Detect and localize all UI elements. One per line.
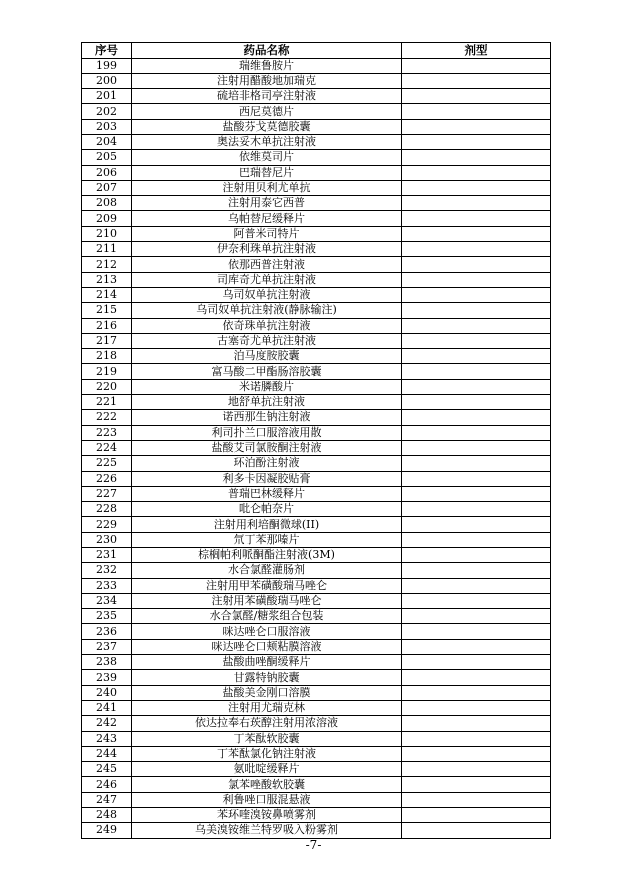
row-number-cell: 201	[82, 89, 132, 104]
dosage-form-cell	[402, 670, 551, 685]
row-number-cell: 202	[82, 104, 132, 119]
dosage-form-cell	[402, 655, 551, 670]
drug-name-cell: 硫培非格司亭注射液	[132, 89, 402, 104]
drug-name-cell: 米诺膦酸片	[132, 379, 402, 394]
drug-name-cell: 利鲁唑口服混悬液	[132, 792, 402, 807]
dosage-form-cell	[402, 792, 551, 807]
dosage-form-cell	[402, 471, 551, 486]
drug-name-cell: 丁苯酞氯化钠注射液	[132, 746, 402, 761]
drug-name-cell: 盐酸美金刚口溶膜	[132, 685, 402, 700]
table-row	[82, 272, 551, 287]
table-body	[82, 58, 551, 838]
dosage-form-cell	[402, 89, 551, 104]
table-row	[82, 349, 551, 364]
table-row	[82, 287, 551, 302]
drug-name-cell: 咪达唑仑口服溶液	[132, 624, 402, 639]
table-row	[82, 180, 551, 195]
dosage-form-cell	[402, 716, 551, 731]
dosage-form-cell	[402, 762, 551, 777]
dosage-form-cell	[402, 303, 551, 318]
dosage-form-cell	[402, 134, 551, 149]
drug-name-cell: 盐酸曲唑酮缓释片	[132, 655, 402, 670]
header-number: 序号	[82, 43, 132, 59]
table-row	[82, 563, 551, 578]
table-row	[82, 196, 551, 211]
drug-name-cell: 普瑞巴林缓释片	[132, 486, 402, 501]
drug-name-cell: 西尼莫德片	[132, 104, 402, 119]
table-row	[82, 425, 551, 440]
dosage-form-cell	[402, 532, 551, 547]
dosage-form-cell	[402, 104, 551, 119]
row-number-cell: 221	[82, 395, 132, 410]
row-number-cell: 217	[82, 333, 132, 348]
dosage-form-cell	[402, 395, 551, 410]
table-row	[82, 716, 551, 731]
table-row	[82, 486, 551, 501]
table-row	[82, 150, 551, 165]
drug-name-cell: 注射用苯磺酸瑞马唑仑	[132, 593, 402, 608]
header-dosage-form: 剂型	[402, 43, 551, 59]
drug-name-cell: 水合氯醛/糖浆组合包装	[132, 609, 402, 624]
drug-name-cell: 依达拉奉右莰醇注射用浓溶液	[132, 716, 402, 731]
dosage-form-cell	[402, 517, 551, 532]
dosage-form-cell	[402, 287, 551, 302]
dosage-form-cell	[402, 456, 551, 471]
table-row	[82, 456, 551, 471]
row-number-cell: 246	[82, 777, 132, 792]
dosage-form-cell	[402, 486, 551, 501]
table-row	[82, 685, 551, 700]
row-number-cell: 210	[82, 226, 132, 241]
drug-name-cell: 巴瑞替尼片	[132, 165, 402, 180]
dosage-form-cell	[402, 379, 551, 394]
drug-name-cell: 注射用甲苯磺酸瑞马唑仑	[132, 578, 402, 593]
table-row	[82, 670, 551, 685]
row-number-cell: 230	[82, 532, 132, 547]
table-row	[82, 58, 551, 73]
drug-name-cell: 丁苯酞软胶囊	[132, 731, 402, 746]
drug-name-cell: 氯苯唑酸软胶囊	[132, 777, 402, 792]
table-row	[82, 119, 551, 134]
table-row	[82, 593, 551, 608]
table-row	[82, 700, 551, 715]
drug-name-cell: 水合氯醛灌肠剂	[132, 563, 402, 578]
row-number-cell: 237	[82, 639, 132, 654]
table-row	[82, 808, 551, 823]
table-row	[82, 624, 551, 639]
drug-name-cell: 乌美溴铵维兰特罗吸入粉雾剂	[132, 823, 402, 838]
drug-name-cell: 咪达唑仑口颊粘膜溶液	[132, 639, 402, 654]
table-row	[82, 548, 551, 563]
table-row	[82, 318, 551, 333]
table-row	[82, 211, 551, 226]
drug-name-cell: 环泊酚注射液	[132, 456, 402, 471]
drug-name-cell: 棕榈帕利哌酮酯注射液(3M)	[132, 548, 402, 563]
row-number-cell: 244	[82, 746, 132, 761]
drug-name-cell: 瑞维鲁胺片	[132, 58, 402, 73]
table-row	[82, 762, 551, 777]
row-number-cell: 231	[82, 548, 132, 563]
row-number-cell: 215	[82, 303, 132, 318]
dosage-form-cell	[402, 624, 551, 639]
drug-name-cell: 氨吡啶缓释片	[132, 762, 402, 777]
table-row	[82, 395, 551, 410]
table-row	[82, 410, 551, 425]
dosage-form-cell	[402, 685, 551, 700]
row-number-cell: 233	[82, 578, 132, 593]
row-number-cell: 204	[82, 134, 132, 149]
table-row	[82, 333, 551, 348]
drug-name-cell: 诺西那生钠注射液	[132, 410, 402, 425]
drug-name-cell: 乌帕替尼缓释片	[132, 211, 402, 226]
drug-name-cell: 古塞奇尤单抗注射液	[132, 333, 402, 348]
drug-name-cell: 乌司奴单抗注射液	[132, 287, 402, 302]
table-row	[82, 303, 551, 318]
row-number-cell: 224	[82, 440, 132, 455]
table-row	[82, 89, 551, 104]
dosage-form-cell	[402, 639, 551, 654]
drug-name-cell: 依那西普注射液	[132, 257, 402, 272]
dosage-form-cell	[402, 578, 551, 593]
drug-name-cell: 注射用尤瑞克林	[132, 700, 402, 715]
dosage-form-cell	[402, 349, 551, 364]
drug-name-cell: 盐酸芬戈莫德胶囊	[132, 119, 402, 134]
dosage-form-cell	[402, 58, 551, 73]
drug-name-cell: 泊马度胺胶囊	[132, 349, 402, 364]
dosage-form-cell	[402, 119, 551, 134]
row-number-cell: 199	[82, 58, 132, 73]
row-number-cell: 223	[82, 425, 132, 440]
table-row	[82, 471, 551, 486]
dosage-form-cell	[402, 823, 551, 838]
drug-name-cell: 注射用泰它西普	[132, 196, 402, 211]
table-row	[82, 823, 551, 838]
drug-name-cell: 利多卡因凝胶贴膏	[132, 471, 402, 486]
row-number-cell: 241	[82, 700, 132, 715]
dosage-form-cell	[402, 73, 551, 88]
drug-name-cell: 伊奈利珠单抗注射液	[132, 242, 402, 257]
row-number-cell: 245	[82, 762, 132, 777]
row-number-cell: 212	[82, 257, 132, 272]
row-number-cell: 249	[82, 823, 132, 838]
row-number-cell: 234	[82, 593, 132, 608]
drug-name-cell: 依奇珠单抗注射液	[132, 318, 402, 333]
row-number-cell: 248	[82, 808, 132, 823]
dosage-form-cell	[402, 272, 551, 287]
page-number: -7-	[305, 838, 322, 852]
dosage-form-cell	[402, 746, 551, 761]
row-number-cell: 216	[82, 318, 132, 333]
dosage-form-cell	[402, 563, 551, 578]
dosage-form-cell	[402, 150, 551, 165]
drug-name-cell: 阿普米司特片	[132, 226, 402, 241]
row-number-cell: 208	[82, 196, 132, 211]
row-number-cell: 229	[82, 517, 132, 532]
drug-list-table	[81, 42, 551, 839]
drug-name-cell: 司库奇尤单抗注射液	[132, 272, 402, 287]
dosage-form-cell	[402, 196, 551, 211]
row-number-cell: 203	[82, 119, 132, 134]
dosage-form-cell	[402, 700, 551, 715]
row-number-cell: 200	[82, 73, 132, 88]
row-number-cell: 242	[82, 716, 132, 731]
table-row	[82, 655, 551, 670]
row-number-cell: 205	[82, 150, 132, 165]
dosage-form-cell	[402, 593, 551, 608]
dosage-form-cell	[402, 410, 551, 425]
drug-name-cell: 注射用贝利尤单抗	[132, 180, 402, 195]
dosage-form-cell	[402, 318, 551, 333]
row-number-cell: 207	[82, 180, 132, 195]
row-number-cell: 209	[82, 211, 132, 226]
table-row	[82, 364, 551, 379]
dosage-form-cell	[402, 777, 551, 792]
row-number-cell: 214	[82, 287, 132, 302]
row-number-cell: 206	[82, 165, 132, 180]
table-header-row	[82, 43, 551, 59]
row-number-cell: 236	[82, 624, 132, 639]
table-row	[82, 104, 551, 119]
table-row	[82, 226, 551, 241]
header-drug-name: 药品名称	[132, 43, 402, 59]
drug-name-cell: 依维莫司片	[132, 150, 402, 165]
drug-name-cell: 盐酸艾司氯胺酮注射液	[132, 440, 402, 455]
table-row	[82, 746, 551, 761]
table-row	[82, 242, 551, 257]
drug-name-cell: 奥法妥木单抗注射液	[132, 134, 402, 149]
drug-name-cell: 富马酸二甲酯肠溶胶囊	[132, 364, 402, 379]
table-row	[82, 777, 551, 792]
table-row	[82, 639, 551, 654]
drug-name-cell: 乌司奴单抗注射液(静脉输注)	[132, 303, 402, 318]
row-number-cell: 225	[82, 456, 132, 471]
dosage-form-cell	[402, 180, 551, 195]
dosage-form-cell	[402, 165, 551, 180]
dosage-form-cell	[402, 364, 551, 379]
dosage-form-cell	[402, 242, 551, 257]
dosage-form-cell	[402, 548, 551, 563]
row-number-cell: 222	[82, 410, 132, 425]
dosage-form-cell	[402, 211, 551, 226]
table-row	[82, 134, 551, 149]
dosage-form-cell	[402, 731, 551, 746]
drug-name-cell: 地舒单抗注射液	[132, 395, 402, 410]
table-row	[82, 731, 551, 746]
row-number-cell: 243	[82, 731, 132, 746]
drug-name-cell: 注射用醋酸地加瑞克	[132, 73, 402, 88]
table-row	[82, 792, 551, 807]
table-row	[82, 502, 551, 517]
row-number-cell: 247	[82, 792, 132, 807]
dosage-form-cell	[402, 333, 551, 348]
row-number-cell: 240	[82, 685, 132, 700]
dosage-form-cell	[402, 609, 551, 624]
row-number-cell: 220	[82, 379, 132, 394]
table-row	[82, 73, 551, 88]
row-number-cell: 238	[82, 655, 132, 670]
row-number-cell: 211	[82, 242, 132, 257]
table-row	[82, 532, 551, 547]
row-number-cell: 239	[82, 670, 132, 685]
row-number-cell: 213	[82, 272, 132, 287]
dosage-form-cell	[402, 502, 551, 517]
table-row	[82, 578, 551, 593]
dosage-form-cell	[402, 226, 551, 241]
dosage-form-cell	[402, 808, 551, 823]
row-number-cell: 219	[82, 364, 132, 379]
row-number-cell: 227	[82, 486, 132, 501]
drug-name-cell: 甘露特钠胶囊	[132, 670, 402, 685]
table-row	[82, 440, 551, 455]
drug-name-cell: 氘丁苯那嗪片	[132, 532, 402, 547]
dosage-form-cell	[402, 440, 551, 455]
table-row	[82, 517, 551, 532]
drug-name-cell: 利司扑兰口服溶液用散	[132, 425, 402, 440]
row-number-cell: 218	[82, 349, 132, 364]
dosage-form-cell	[402, 425, 551, 440]
dosage-form-cell	[402, 257, 551, 272]
drug-name-cell: 苯环喹溴铵鼻喷雾剂	[132, 808, 402, 823]
row-number-cell: 226	[82, 471, 132, 486]
drug-name-cell: 注射用利培酮微球(II)	[132, 517, 402, 532]
table-row	[82, 379, 551, 394]
table-row	[82, 609, 551, 624]
row-number-cell: 228	[82, 502, 132, 517]
row-number-cell: 235	[82, 609, 132, 624]
table-row	[82, 165, 551, 180]
table-row	[82, 257, 551, 272]
row-number-cell: 232	[82, 563, 132, 578]
drug-name-cell: 吡仑帕奈片	[132, 502, 402, 517]
